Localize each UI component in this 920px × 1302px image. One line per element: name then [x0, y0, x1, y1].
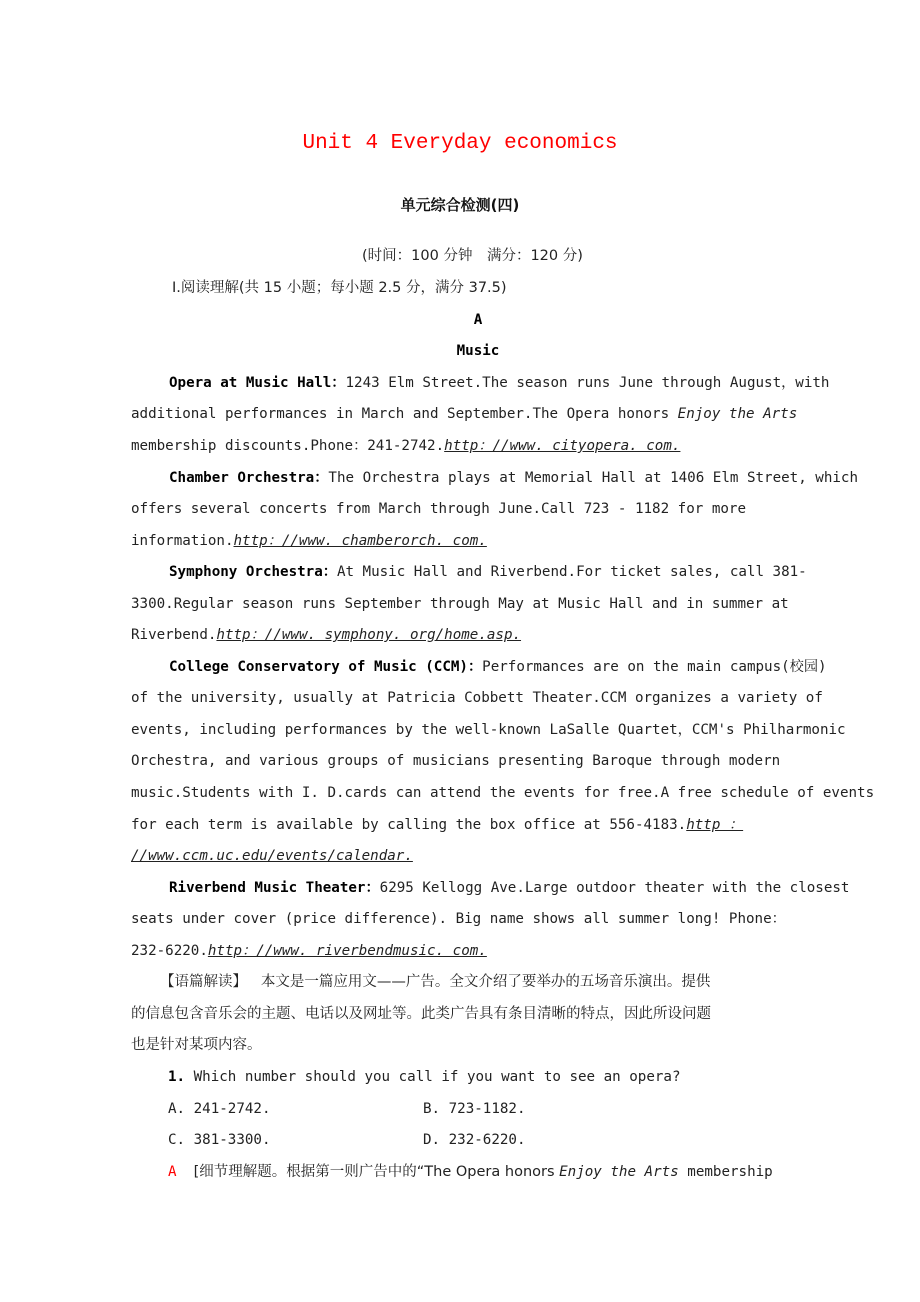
riverbend-website-link[interactable]: http：//www. riverbendmusic. com.	[207, 943, 487, 959]
ad-name: Symphony Orchestra：	[169, 564, 337, 580]
analysis-label: 【语篇解读】	[160, 974, 247, 990]
section-heading: Ⅰ.阅读理解(共 15 小题；每小题 2.5 分，满分 37.5)	[172, 280, 507, 296]
ad-ccm-line-1: College Conservatory of Music (CCM)：Performances are on the main campus(校园)	[169, 659, 827, 675]
ad-riverbend-line-2: seats under cover (price difference). Big name shows all summer long! Phone：	[131, 911, 786, 927]
analysis-line-3: 也是针对某项内容。	[131, 1037, 262, 1053]
ad-symphony-line-1: Symphony Orchestra：At Music Hall and Riverbend.For ticket sales, call 381-	[169, 564, 807, 580]
passage-letter: A	[473, 312, 483, 328]
ad-symphony-line-2: 3300.Regular season runs September through May at Music Hall and in summer at	[131, 596, 789, 612]
ad-name: Riverbend Music Theater：	[169, 880, 380, 896]
question-number: 1.	[168, 1069, 186, 1085]
ad-chamber-line-1: Chamber Orchestra：The Orchestra plays at Memorial Hall at 1406 Elm Street, which	[169, 470, 858, 486]
ad-ccm-line-3: events, including performances by the well-known LaSalle Quartet，CCM's Philharmonic	[131, 722, 846, 738]
document-subtitle: 单元综合检测(四)	[400, 196, 520, 214]
ad-name: Chamber Orchestra：	[169, 470, 329, 486]
ad-name: Opera at Music Hall：	[169, 375, 346, 391]
option-b: B. 723-1182.	[423, 1101, 526, 1117]
analysis-line-2: 的信息包含音乐会的主题、电话以及网址等。此类广告具有条目清晰的特点，因此所设问题	[131, 1006, 711, 1022]
question-1	[168, 1067, 868, 1087]
passage-title: Music	[456, 343, 500, 359]
ad-chamber-line-2: offers several concerts from March through June.Call 723 - 1182 for more	[131, 501, 746, 517]
ccm-website-link[interactable]: http ：	[686, 817, 744, 833]
ad-riverbend-line-3: 232-6220.http：//www. riverbendmusic. com.	[131, 943, 487, 959]
analysis-line-1: 【语篇解读】 本文是一篇应用文——广告。全文介绍了要举办的五场音乐演出。提供	[160, 974, 711, 990]
option-a: A. 241-2742.	[168, 1101, 271, 1117]
opera-website-link[interactable]: http：//www. cityopera. com.	[444, 438, 681, 454]
ad-opera-line-3: membership discounts.Phone：241-2742.http：//www. cityopera. com.	[131, 438, 681, 454]
ad-ccm-line-7	[131, 846, 831, 866]
ad-chamber-line-3: information.http：//www. chamberorch. com.	[131, 533, 487, 549]
ad-symphony-line-3: Riverbend.http：//www. symphony. org/home.asp.	[131, 627, 522, 643]
ccm-website-link-cont[interactable]: //www.ccm.uc.edu/events/calendar.	[131, 848, 413, 864]
document-title: Unit 4 Everyday economics	[302, 132, 618, 155]
option-c: C. 381-3300.	[168, 1132, 271, 1148]
chamber-website-link[interactable]: http：//www. chamberorch. com.	[233, 533, 487, 549]
answer-key: A	[168, 1164, 177, 1180]
ad-ccm-line-5: music.Students with I. D.cards can attend the events for free.A free schedule of events	[131, 785, 875, 801]
ad-riverbend-line-1: Riverbend Music Theater：6295 Kellogg Ave.Large outdoor theater with the closest	[169, 880, 850, 896]
question-text: Which number should you call if you want to see an opera?	[193, 1069, 681, 1085]
ad-opera-line-2: additional performances in March and September.The Opera honors Enjoy the Arts	[131, 406, 798, 422]
ad-opera-line-1: Opera at Music Hall：1243 Elm Street.The season runs June through August，with	[169, 375, 830, 391]
ad-ccm-line-2: of the university, usually at Patricia Cobbett Theater.CCM organizes a variety of	[131, 690, 823, 706]
ad-name: College Conservatory of Music (CCM)：	[169, 659, 483, 675]
answer-explanation: A [细节理解题。根据第一则广告中的“The Opera honors Enjoy the Arts membership	[168, 1164, 773, 1180]
symphony-website-link[interactable]: http：//www. symphony. org/home.asp.	[216, 627, 522, 643]
option-d: D. 232-6220.	[423, 1132, 526, 1148]
ad-ccm-line-6: for each term is available by calling the box office at 556-4183.http ：	[131, 817, 744, 833]
ad-ccm-line-4: Orchestra, and various groups of musicians presenting Baroque through modern	[131, 753, 781, 769]
time-info: (时间：100 分钟 满分：120 分)	[362, 248, 583, 264]
